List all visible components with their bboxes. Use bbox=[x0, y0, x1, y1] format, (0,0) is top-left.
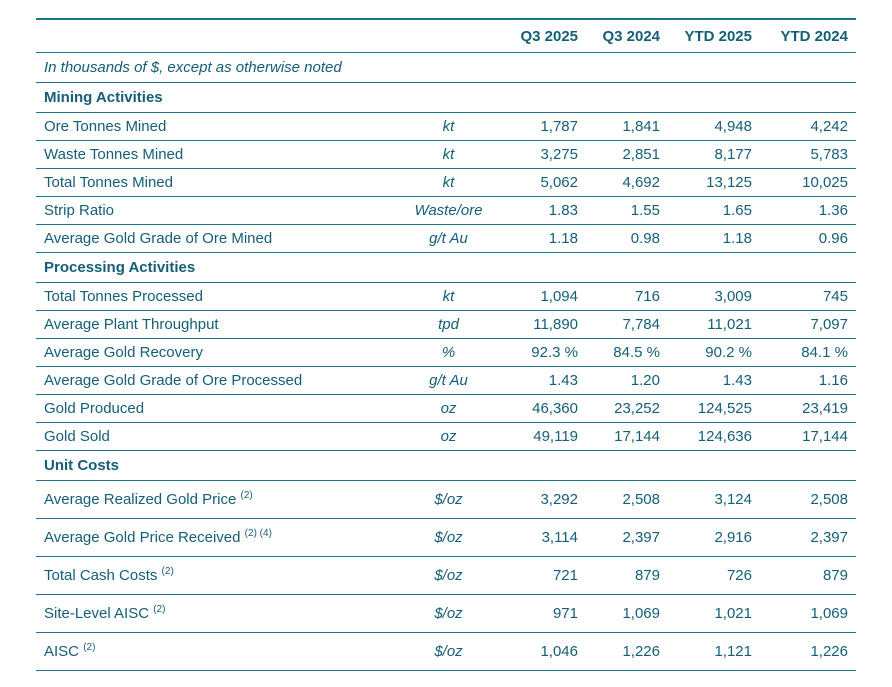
value-cell: 1,787 bbox=[540, 118, 578, 135]
value-cell: 90.2 % bbox=[705, 344, 752, 361]
value-cell: 4,948 bbox=[714, 118, 752, 135]
row-label: Total Tonnes Processed bbox=[44, 288, 203, 305]
value-cell: 879 bbox=[634, 567, 660, 584]
table-row bbox=[36, 197, 856, 225]
value-cell: 1.20 bbox=[630, 372, 660, 389]
row-label: Average Gold Grade of Ore Mined bbox=[44, 230, 273, 247]
value-cell: 1,121 bbox=[714, 643, 752, 660]
value-cell: 10,025 bbox=[802, 174, 848, 191]
value-cell: 4,692 bbox=[622, 174, 660, 191]
section-label: Processing Activities bbox=[44, 259, 196, 276]
table-row bbox=[36, 141, 856, 169]
units-note: In thousands of $, except as otherwise noted bbox=[44, 59, 342, 76]
header-spacer-unit bbox=[391, 19, 506, 53]
table-row bbox=[36, 225, 856, 253]
value-cell: 1.43 bbox=[722, 372, 752, 389]
unit-cell: kt bbox=[442, 118, 455, 135]
value-cell: 1.83 bbox=[548, 202, 578, 219]
table-row bbox=[36, 395, 856, 423]
row-label: Total Cash Costs $^{(2)}$ bbox=[44, 566, 174, 584]
operating-results-table bbox=[36, 18, 856, 671]
value-cell: 23,252 bbox=[614, 400, 660, 417]
value-cell: 7,097 bbox=[810, 316, 848, 333]
table-row bbox=[36, 169, 856, 197]
value-cell: 7,784 bbox=[622, 316, 660, 333]
unit-cell: $/oz bbox=[434, 643, 463, 660]
value-cell: 1,069 bbox=[810, 605, 848, 622]
header-spacer-label bbox=[36, 19, 391, 53]
row-label: Strip Ratio bbox=[44, 202, 115, 219]
section-row bbox=[36, 83, 856, 113]
note-row bbox=[36, 53, 856, 83]
value-cell: 1,046 bbox=[540, 643, 578, 660]
value-cell: 3,124 bbox=[714, 491, 752, 508]
value-cell: 1,094 bbox=[540, 288, 578, 305]
value-cell: 2,508 bbox=[622, 491, 660, 508]
table-row bbox=[36, 311, 856, 339]
row-label: Gold Produced bbox=[44, 400, 145, 417]
unit-cell: oz bbox=[440, 400, 457, 417]
value-cell: 4,242 bbox=[810, 118, 848, 135]
value-cell: 726 bbox=[726, 567, 752, 584]
value-cell: 84.5 % bbox=[613, 344, 660, 361]
value-cell: 2,916 bbox=[714, 529, 752, 546]
value-cell: 1.18 bbox=[548, 230, 578, 247]
header-row bbox=[36, 19, 856, 53]
table-row bbox=[36, 633, 856, 671]
footnote-reference: (2) bbox=[240, 490, 253, 501]
table-row bbox=[36, 595, 856, 633]
unit-cell: g/t Au bbox=[429, 230, 468, 247]
row-label: Average Gold Price Received $^{(2) (4)}$ bbox=[44, 528, 272, 546]
value-cell: 2,397 bbox=[622, 529, 660, 546]
table-header bbox=[36, 19, 856, 83]
row-label: Ore Tonnes Mined bbox=[44, 118, 167, 135]
value-cell: 46,360 bbox=[532, 400, 578, 417]
table-row bbox=[36, 519, 856, 557]
unit-cell: kt bbox=[442, 174, 455, 191]
unit-cell: $/oz bbox=[434, 605, 463, 622]
value-cell: 3,114 bbox=[541, 529, 578, 546]
table-row bbox=[36, 367, 856, 395]
unit-cell: $/oz bbox=[434, 491, 463, 508]
row-label: Average Gold Grade of Ore Processed bbox=[44, 372, 303, 389]
unit-cell: $/oz bbox=[434, 529, 463, 546]
value-cell: 8,177 bbox=[714, 146, 752, 163]
column-header-q3-2024: Q3 2024 bbox=[602, 28, 660, 45]
table-row bbox=[36, 423, 856, 451]
table-row bbox=[36, 339, 856, 367]
footnote-reference: (2) bbox=[153, 604, 166, 615]
value-cell: 11,890 bbox=[533, 316, 578, 333]
section-row bbox=[36, 451, 856, 481]
row-label: Site-Level AISC $^{(2)}$ bbox=[44, 604, 166, 622]
table-row bbox=[36, 481, 856, 519]
value-cell: 5,062 bbox=[540, 174, 578, 191]
value-cell: 84.1 % bbox=[801, 344, 848, 361]
unit-cell: $/oz bbox=[434, 567, 463, 584]
unit-cell: Waste/ore bbox=[414, 202, 483, 219]
value-cell: 745 bbox=[822, 288, 848, 305]
value-cell: 879 bbox=[822, 567, 848, 584]
row-label: AISC $^{(2)}$ bbox=[44, 642, 96, 660]
unit-cell: kt bbox=[442, 288, 455, 305]
footnote-reference: (2) (4) bbox=[244, 528, 272, 539]
value-cell: 1.65 bbox=[722, 202, 752, 219]
value-cell: 23,419 bbox=[802, 400, 848, 417]
row-label: Average Realized Gold Price $^{(2)}$ bbox=[44, 490, 253, 508]
section-label: Unit Costs bbox=[44, 457, 119, 474]
row-label: Total Tonnes Mined bbox=[44, 174, 173, 191]
table-row bbox=[36, 113, 856, 141]
unit-cell: tpd bbox=[438, 316, 459, 333]
footnote-reference: (2) bbox=[161, 566, 174, 577]
row-label: Gold Sold bbox=[44, 428, 110, 445]
value-cell: 1,226 bbox=[622, 643, 660, 660]
table-row bbox=[36, 557, 856, 595]
value-cell: 124,636 bbox=[697, 428, 752, 445]
row-label: Average Gold Recovery bbox=[44, 344, 203, 361]
value-cell: 13,125 bbox=[706, 174, 752, 191]
value-cell: 2,508 bbox=[810, 491, 848, 508]
table-row bbox=[36, 283, 856, 311]
value-cell: 17,144 bbox=[802, 428, 848, 445]
column-header-ytd-2024: YTD 2024 bbox=[780, 28, 848, 45]
value-cell: 5,783 bbox=[810, 146, 848, 163]
unit-cell: kt bbox=[442, 146, 455, 163]
value-cell: 11,021 bbox=[707, 316, 752, 333]
value-cell: 3,292 bbox=[540, 491, 578, 508]
row-label: Average Plant Throughput bbox=[44, 316, 219, 333]
unit-cell: % bbox=[441, 344, 456, 361]
value-cell: 49,119 bbox=[533, 428, 578, 445]
value-cell: 3,009 bbox=[714, 288, 752, 305]
column-header-ytd-2025: YTD 2025 bbox=[684, 28, 752, 45]
value-cell: 1.55 bbox=[630, 202, 660, 219]
value-cell: 0.98 bbox=[630, 230, 660, 247]
value-cell: 721 bbox=[552, 567, 578, 584]
value-cell: 716 bbox=[634, 288, 660, 305]
section-label: Mining Activities bbox=[44, 89, 163, 106]
row-label: Waste Tonnes Mined bbox=[44, 146, 184, 163]
value-cell: 17,144 bbox=[614, 428, 660, 445]
value-cell: 92.3 % bbox=[531, 344, 578, 361]
value-cell: 1.36 bbox=[818, 202, 848, 219]
value-cell: 1.16 bbox=[818, 372, 848, 389]
unit-cell: oz bbox=[440, 428, 457, 445]
footnote-reference: (2) bbox=[83, 642, 96, 653]
section-row bbox=[36, 253, 856, 283]
value-cell: 1,841 bbox=[622, 118, 660, 135]
table-body bbox=[36, 83, 856, 671]
value-cell: 2,397 bbox=[810, 529, 848, 546]
value-cell: 0.96 bbox=[818, 230, 848, 247]
value-cell: 2,851 bbox=[622, 146, 660, 163]
value-cell: 1.18 bbox=[722, 230, 752, 247]
value-cell: 3,275 bbox=[540, 146, 578, 163]
value-cell: 1,226 bbox=[810, 643, 848, 660]
value-cell: 1.43 bbox=[548, 372, 578, 389]
value-cell: 124,525 bbox=[697, 400, 752, 417]
column-header-q3-2025: Q3 2025 bbox=[520, 28, 578, 45]
unit-cell: g/t Au bbox=[429, 372, 468, 389]
value-cell: 1,021 bbox=[714, 605, 752, 622]
value-cell: 971 bbox=[552, 605, 578, 622]
value-cell: 1,069 bbox=[622, 605, 660, 622]
